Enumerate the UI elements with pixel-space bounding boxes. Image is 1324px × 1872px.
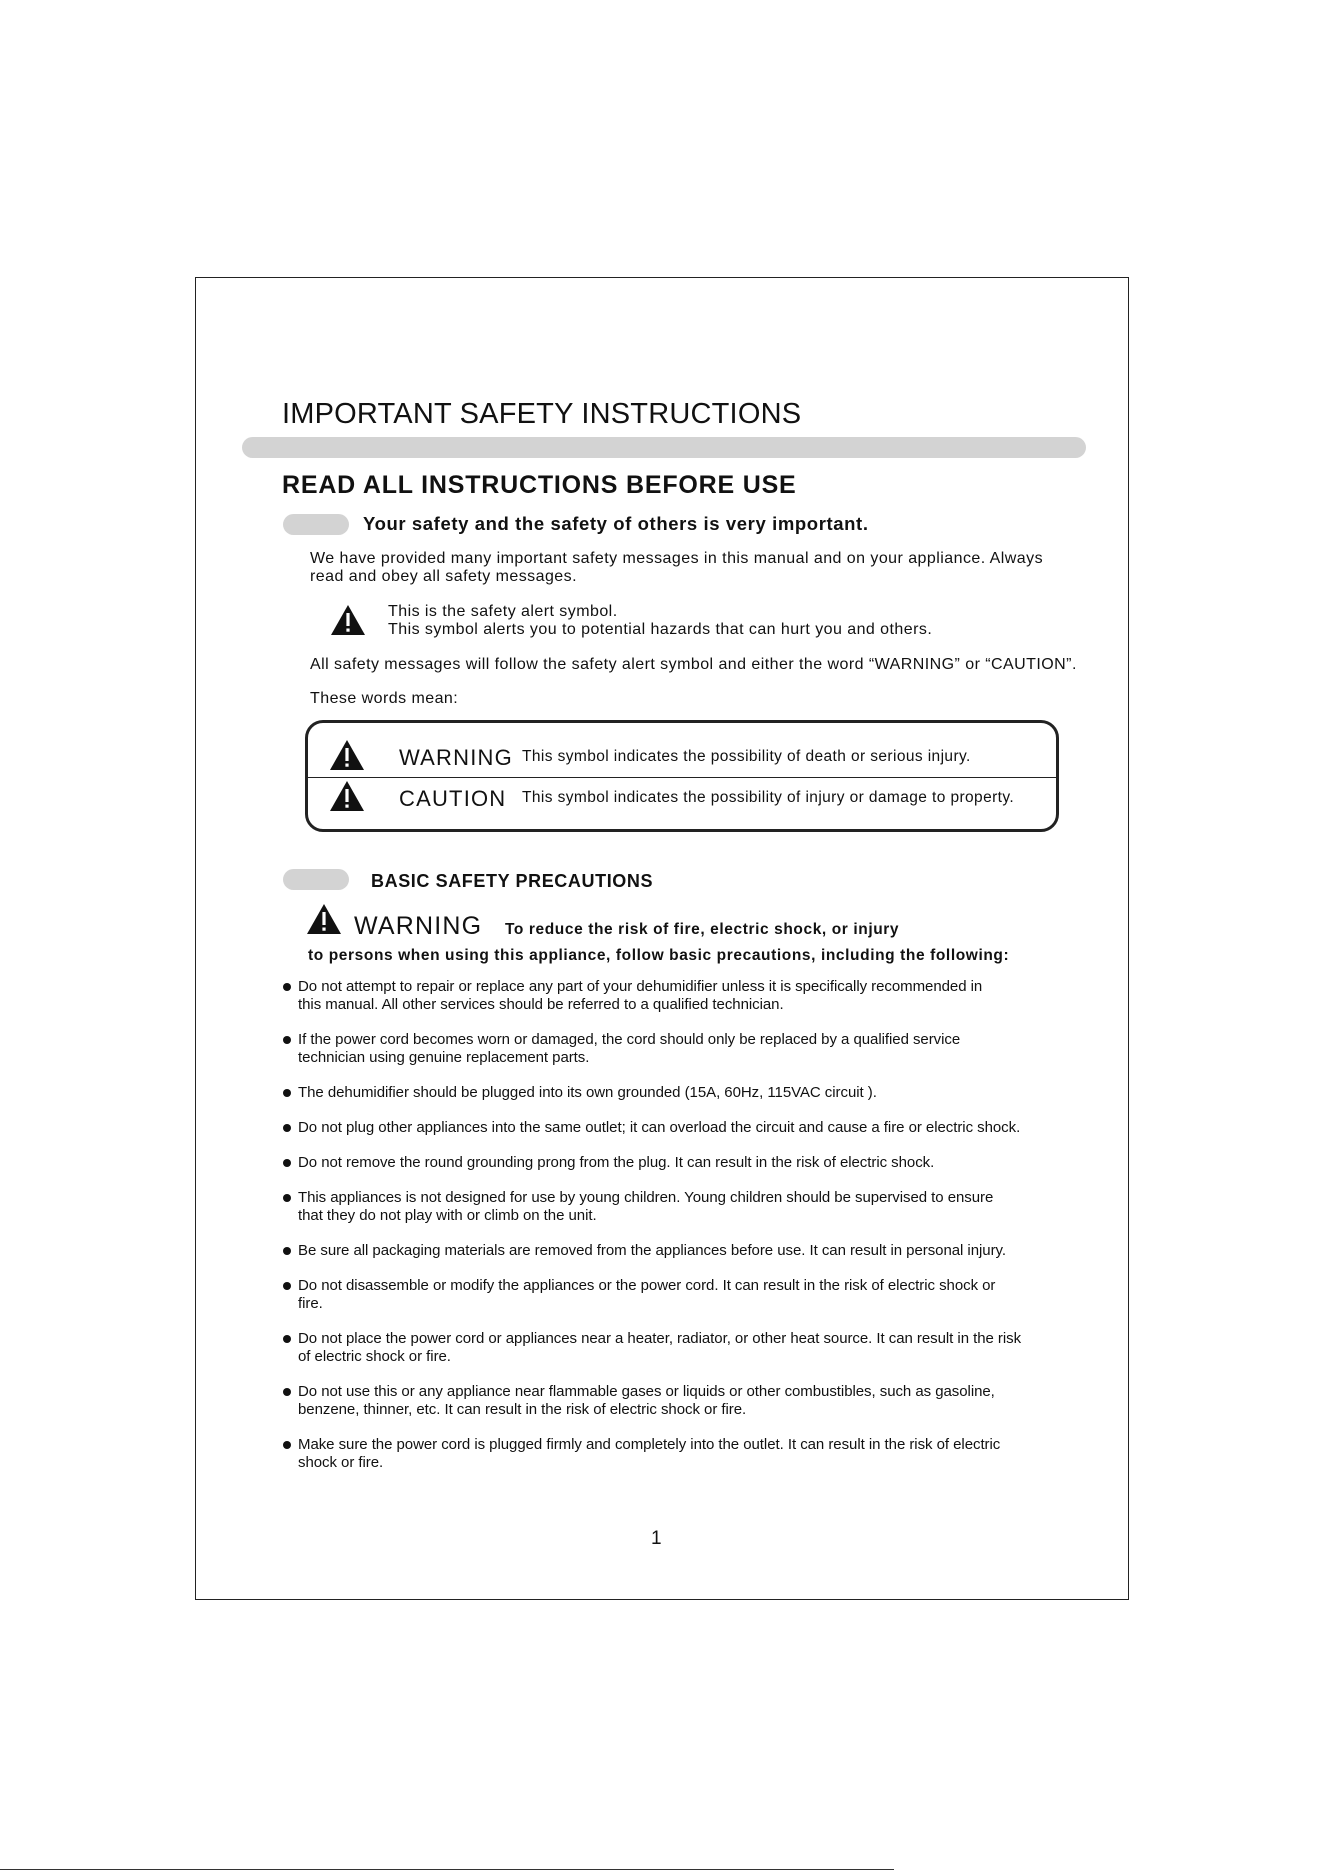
signal-words-box bbox=[305, 720, 1059, 832]
signal-words-divider bbox=[308, 777, 1056, 778]
warning-triangle-icon bbox=[329, 739, 365, 771]
list-item: The dehumidifier should be plugged into its own grounded (15A, 60Hz, 115VAC circuit ). bbox=[281, 1084, 1081, 1102]
warning-block-line-2: to persons when using this appliance, follow basic precautions, including the following: bbox=[308, 947, 1010, 964]
signal-word-caution: CAUTION bbox=[399, 786, 507, 811]
title-divider-bar bbox=[242, 437, 1086, 458]
bullet-dot-icon bbox=[283, 1388, 291, 1396]
list-item: Do not plug other appliances into the same outlet; it can overload the circuit and cause a fire or electric shock. bbox=[281, 1119, 1081, 1137]
warning-block-line-1: To reduce the risk of fire, electric shock, or injury bbox=[505, 921, 900, 938]
bullet-dot-icon bbox=[283, 1441, 291, 1449]
bullet-dot-icon bbox=[283, 1159, 291, 1167]
bullet-dot-icon bbox=[283, 1194, 291, 1202]
bullet-dot-icon bbox=[283, 1335, 291, 1343]
words-mean-text: These words mean: bbox=[310, 690, 459, 707]
bottom-rule bbox=[0, 1869, 894, 1870]
list-item: Do not use this or any appliance near flammable gases or liquids or other combustibles, such as gasoline, benzene, thinner, etc. It can result in the risk of electric shock or fire. bbox=[281, 1383, 1081, 1419]
intro-line-1: We have provided many important safety messages in this manual and on your appliance. Always bbox=[310, 550, 1044, 567]
warning-triangle-icon bbox=[306, 903, 342, 935]
section-marker-pill bbox=[283, 869, 349, 890]
bullet-dot-icon bbox=[283, 983, 291, 991]
basic-precautions-heading: BASIC SAFETY PRECAUTIONS bbox=[371, 871, 654, 891]
list-item: Do not attempt to repair or replace any part of your dehumidifier unless it is specifically recommended in this manual. All other services should be referred to a qualified technician. bbox=[281, 978, 1081, 1014]
bullet-dot-icon bbox=[283, 1089, 291, 1097]
read-instructions-heading: READ ALL INSTRUCTIONS BEFORE USE bbox=[282, 471, 797, 499]
warning-block-word: WARNING bbox=[354, 912, 483, 940]
bullet-dot-icon bbox=[283, 1247, 291, 1255]
signal-desc-caution: This symbol indicates the possibility of injury or damage to property. bbox=[522, 789, 1015, 806]
warning-triangle-icon bbox=[330, 604, 366, 636]
follow-symbol-text: All safety messages will follow the safety alert symbol and either the word “WARNING” or “CAUTION”. bbox=[310, 656, 1077, 673]
caution-triangle-icon bbox=[329, 780, 365, 812]
section-marker-pill bbox=[283, 514, 349, 535]
safety-importance-heading: Your safety and the safety of others is very important. bbox=[363, 513, 869, 534]
list-item: Do not remove the round grounding prong from the plug. It can result in the risk of electric shock. bbox=[281, 1154, 1081, 1172]
list-item: Do not place the power cord or appliances near a heater, radiator, or other heat source. It can result in the risk of electric shock or fire. bbox=[281, 1330, 1081, 1366]
bullet-dot-icon bbox=[283, 1124, 291, 1132]
alert-symbol-line-1: This is the safety alert symbol. bbox=[388, 603, 618, 620]
page-number: 1 bbox=[651, 1528, 662, 1549]
bullet-dot-icon bbox=[283, 1282, 291, 1290]
alert-symbol-line-2: This symbol alerts you to potential hazards that can hurt you and others. bbox=[388, 621, 933, 638]
list-item: Be sure all packaging materials are removed from the appliances before use. It can result in personal injury. bbox=[281, 1242, 1081, 1260]
list-item: Do not disassemble or modify the appliances or the power cord. It can result in the risk of electric shock or fire. bbox=[281, 1277, 1081, 1313]
precautions-list bbox=[281, 978, 1081, 1489]
signal-word-warning: WARNING bbox=[399, 745, 513, 770]
page-title: IMPORTANT SAFETY INSTRUCTIONS bbox=[282, 398, 802, 430]
bullet-dot-icon bbox=[283, 1036, 291, 1044]
list-item: This appliances is not designed for use by young children. Young children should be supervised to ensure that they do not play with or climb on the unit. bbox=[281, 1189, 1081, 1225]
list-item: If the power cord becomes worn or damaged, the cord should only be replaced by a qualified service technician using genuine replacement parts. bbox=[281, 1031, 1081, 1067]
list-item: Make sure the power cord is plugged firmly and completely into the outlet. It can result in the risk of electric shock or fire. bbox=[281, 1436, 1081, 1472]
intro-line-2: read and obey all safety messages. bbox=[310, 568, 578, 585]
signal-desc-warning: This symbol indicates the possibility of death or serious injury. bbox=[522, 748, 971, 765]
